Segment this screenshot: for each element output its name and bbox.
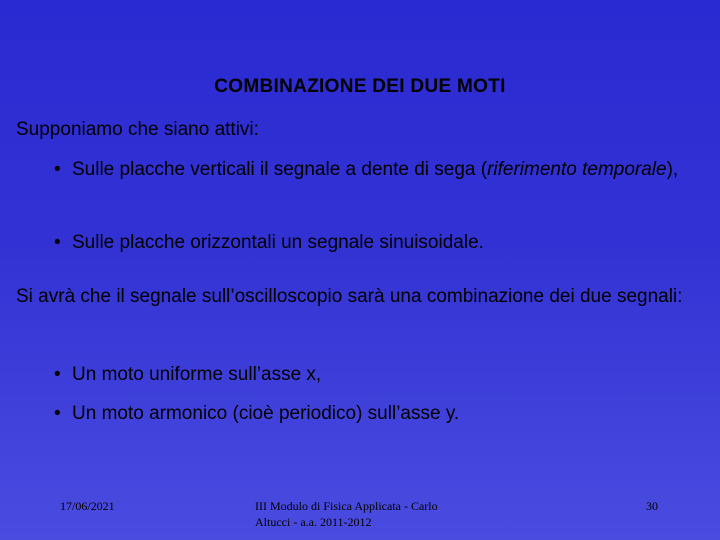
bullet-item-sine [54, 228, 694, 257]
bullet-text-end: ), [666, 159, 679, 180]
footer-course [255, 498, 515, 530]
conclusion-text: Si avrà che il segnale sull’oscilloscopio sarà una combinazione dei due segnali: [16, 286, 683, 307]
footer-date: 17/06/2021 [60, 499, 115, 513]
slide-title: COMBINAZIONE DEI DUE MOTI [214, 76, 506, 97]
bullet-dot: • [54, 403, 61, 424]
bullet-text-italic: riferimento temporale [487, 159, 667, 180]
bullet-dot: • [54, 364, 61, 385]
intro-text: Supponiamo che siano attivi: [16, 119, 259, 140]
bullet-text: Sulle placche verticali il segnale a dente di sega ( [72, 159, 488, 180]
bullet-item-sawtooth [54, 155, 694, 184]
bullet-dot: • [54, 159, 61, 180]
bullet-item-uniform [54, 360, 694, 389]
bullet-dot: • [54, 232, 61, 253]
bullet-text: Un moto armonico (cioè periodico) sull’asse y. [72, 403, 460, 424]
footer-page-number: 30 [646, 499, 658, 513]
footer-course-line1: III Modulo di Fisica Applicata - Carlo [255, 499, 438, 513]
bullet-text: Un moto uniforme sull’asse x, [72, 364, 322, 385]
footer-course-line2: Altucci - a.a. 2011-2012 [255, 515, 372, 529]
bullet-text: Sulle placche orizzontali un segnale sinuisoidale. [72, 232, 484, 253]
bullet-item-harmonic [54, 399, 694, 428]
